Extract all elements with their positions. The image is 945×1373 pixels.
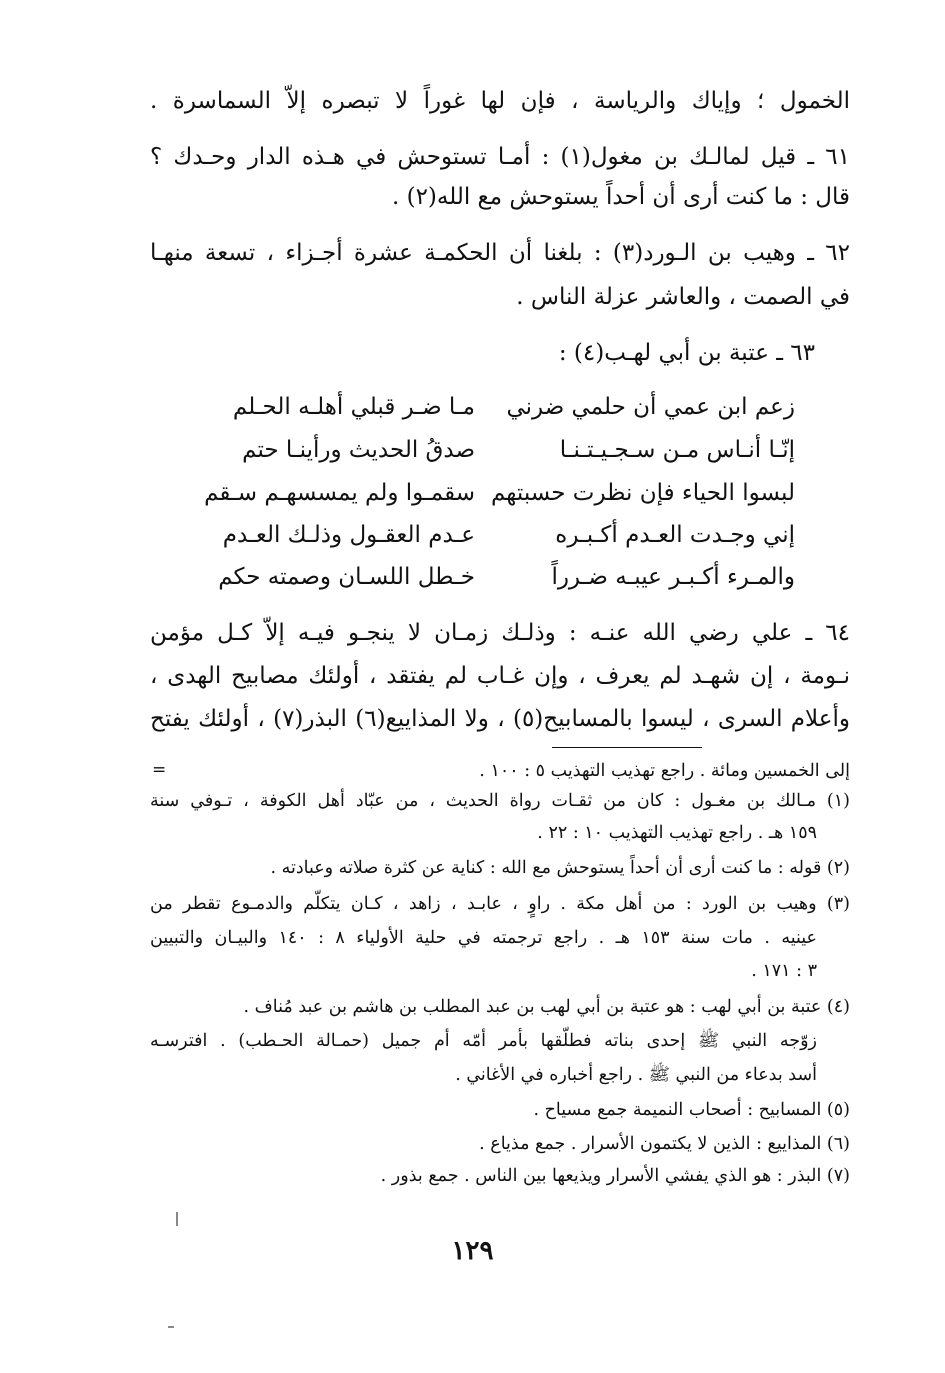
footnote-5-line-1: (٥) المسابيح : أصحاب النميمة جمع مسياح . (533, 1100, 850, 1120)
paragraph-62-line-2: في الصمت ، والعاشر عزلة الناس . (516, 284, 850, 310)
verse-1-first-hemistich: زعم ابن عمي أن حلمي ضرني (506, 394, 795, 420)
paragraph-62-line-1: ٦٢ ـ وهيب بن الـورد(٣) : بلغنا أن الحكمـة عشرة أجـزاء ، تسعة منهـا (150, 240, 850, 266)
verse-4-first-hemistich: إني وجـدت العـدم أكـبـره (555, 522, 795, 548)
paragraph-63-line-1: ٦٣ ـ عتبة بن أبي لهـب(٤) : (558, 340, 815, 366)
intro-line: الخمول ؛ وإياك والرياسة ، فإن لها غوراً لا تبصره إلاّ السماسرة . (150, 88, 850, 114)
verse-2-second-hemistich: صدقُ الحديث ورأينـا حتم (242, 437, 475, 463)
verse-2-first-hemistich: إنّـا أنـاس مـن سـجـيـتـنـا (559, 437, 795, 463)
scan-speck (168, 1326, 174, 1328)
continuation-marker: = (152, 760, 167, 780)
footnote-4-line-3: أسد بدعاء من النبي ﷺ . راجع أخباره في الأغاني . (455, 1065, 817, 1085)
footnote-2-line-1: (٢) قوله : ما كنت أرى أن أحداً يستوحش مع الله : كناية عن كثرة صلاته وعبادته . (270, 858, 850, 878)
footnote-7-line-1: (٧) البذر : هو الذي يفشي الأسرار ويذيعها بين الناس . جمع بذور . (380, 1166, 850, 1186)
footnote-3-line-1: (٣) وهيب بن الورد : من أهل مكة . راوٍ ، عابـد ، زاهد ، كـان يتكلّم والدمـوع تقطر من (150, 894, 850, 914)
footnote-6-line-1: (٦) المذاييع : الذين لا يكتمون الأسرار . جمع مذياع . (479, 1134, 850, 1154)
footnote-3-line-3: ٣ : ١٧١ . (751, 961, 817, 981)
paragraph-61-line-1: ٦١ ـ قيل لمالـك بن مغول(١) : أمـا تستوحش في هـذه الدار وحـدك ؟ (150, 144, 851, 170)
footnote-continuation: إلى الخمسين ومائة . راجع تهذيب التهذيب ٥ : ١٠٠ . (479, 761, 850, 781)
verse-5-first-hemistich: والمـرء أكـبـر عيبـه ضـرراً (551, 564, 795, 590)
verse-5-second-hemistich: خـطل اللسـان وصمته حكم (218, 564, 475, 590)
scan-speck (176, 1212, 178, 1226)
paragraph-61-line-2: قال : ما كنت أرى أن أحداً يستوحش مع الله(٢) . (391, 184, 850, 210)
paragraph-64-line-2: نـومة ، إن شهـد لم يعرف ، وإن غـاب لم يفتقد ، أولئك مصابيح الهدى ، (150, 663, 850, 689)
footnote-4-line-2: زوّجه النبي ﷺ إحدى بناته فطلّقها بأمر أمّه أم جميل (حمـالة الحـطب) . افترسـه (150, 1031, 817, 1051)
footnote-1-line-1: (١) مـالك بن مغـول : كان من ثقـات رواة الحديث ، من عبّاد أهل الكوفة ، تـوفي سنة (150, 791, 850, 811)
verse-1-second-hemistich: مـا ضـر قبلي أهلـه الحـلم (232, 394, 475, 420)
footnote-1-line-2: ١٥٩ هـ . راجع تهذيب التهذيب ١٠ : ٢٢ . (537, 823, 817, 843)
verse-3-first-hemistich: لبسوا الحياء فإن نظرت حسبتهم (490, 480, 795, 506)
paragraph-64-line-1: ٦٤ ـ علي رضي الله عنـه : وذلـك زمـان لا ينجـو فيـه إلاّ كـل مؤمن (150, 620, 850, 646)
footnote-3-line-2: عينيه . مات سنة ١٥٣ هـ . راجع ترجمته في حلية الأولياء ٨ : ١٤٠ والبيـان والتبيين (150, 928, 817, 948)
verse-3-second-hemistich: سقمـوا ولم يمسسهـم سـقم (204, 480, 475, 506)
page-number: ١٢٩ (451, 1236, 494, 1266)
verse-4-second-hemistich: عـدم العقـول وذلـك العـدم (222, 522, 475, 548)
paragraph-64-line-3: وأعلام السرى ، ليسوا بالمسابيح(٥) ، ولا المذاييع(٦) البذر(٧) ، أولئك يفتح (150, 706, 850, 732)
footnote-4-line-1: (٤) عتبة بن أبي لهب : هو عتبة بن أبي لهب بن عبد المطلب بن هاشم بن عبد مُناف . (243, 997, 850, 1017)
underline-mark (552, 747, 702, 748)
